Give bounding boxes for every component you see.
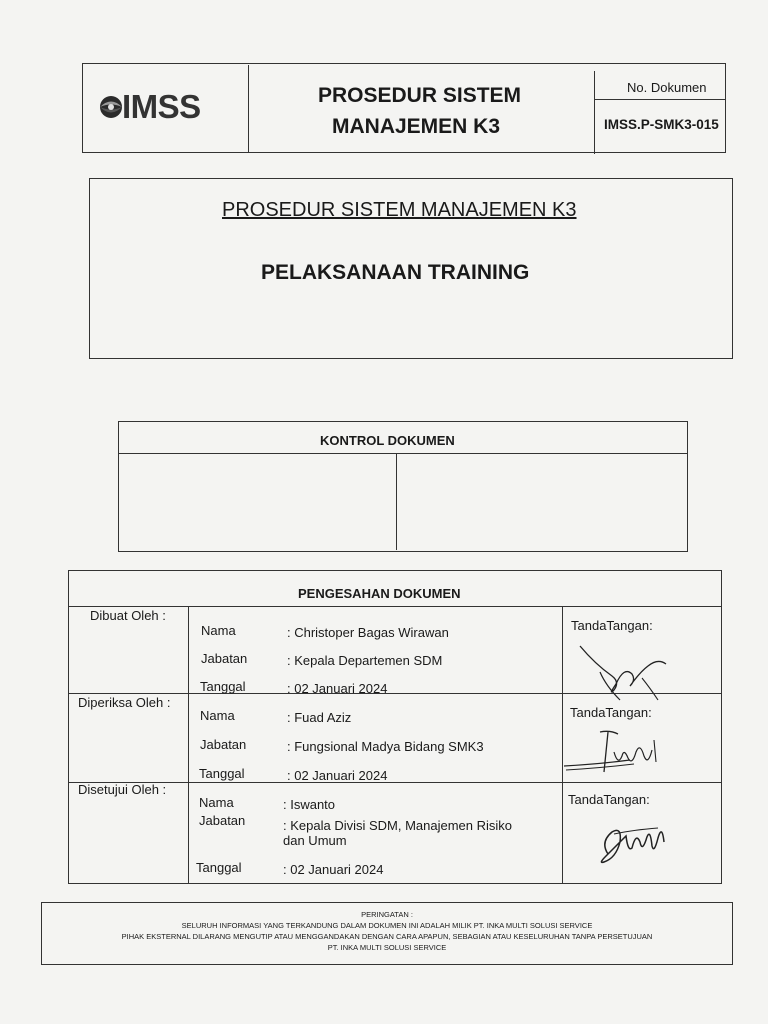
header-divider-3 — [594, 99, 725, 100]
pengesahan-header-line — [69, 606, 721, 607]
doc-number-value: IMSS.P-SMK3-015 — [604, 117, 719, 132]
header-title-line2: MANAJEMEN K3 — [332, 115, 501, 138]
row1-jabatan-label: Jabatan — [201, 651, 248, 666]
row3-jabatan-label: Jabatan — [199, 813, 246, 828]
row3-nama-value: : Iswanto — [283, 797, 336, 812]
doc-number-label: No. Dokumen — [627, 80, 707, 95]
row3-tanggal-label: Tanggal — [196, 860, 242, 875]
warning-line2: PIHAK EKSTERNAL DILARANG MENGUTIP ATAU MENGGANDAKAN DENGAN CARA APAPUN, SEBAGIAN ATAU KESELURUHAN TANPA PERSETUJUAN — [121, 932, 653, 941]
logo-text: IMSS — [122, 88, 201, 125]
row2-nama-value: : Fuad Aziz — [287, 710, 352, 725]
row2-signature-label: TandaTangan: — [570, 705, 652, 720]
row2-jabatan-value: : Fungsional Madya Bidang SMK3 — [287, 739, 484, 754]
row1-signature-label: TandaTangan: — [571, 618, 653, 633]
row2-tanggal-value: : 02 Januari 2024 — [287, 768, 388, 783]
row1-nama-value: : Christoper Bagas Wirawan — [287, 625, 449, 640]
row3-jabatan-value-line1: : Kepala Divisi SDM, Manajemen Risiko — [283, 818, 513, 833]
title-box-subtitle: PROSEDUR SISTEM MANAJEMEN K3 — [222, 199, 577, 221]
signature-2-icon — [560, 722, 670, 782]
role-dibuat: Dibuat Oleh : — [90, 608, 166, 623]
kontrol-divider-v — [396, 454, 397, 550]
header-title-line1: PROSEDUR SISTEM — [318, 84, 522, 107]
pengesahan-heading: PENGESAHAN DOKUMEN — [298, 586, 461, 601]
company-logo — [96, 88, 236, 128]
signature-1-icon — [570, 634, 680, 704]
row3-jabatan-value-line2: dan Umum — [283, 833, 347, 848]
signature-3-icon — [592, 812, 682, 872]
row2-tanggal-label: Tanggal — [199, 766, 245, 781]
row3-signature-label: TandaTangan: — [568, 792, 650, 807]
row3-nama-label: Nama — [199, 795, 234, 810]
row1-tanggal-label: Tanggal — [200, 679, 246, 694]
pengesahan-col-divider-left — [188, 606, 189, 883]
row2-nama-label: Nama — [200, 708, 235, 723]
kontrol-heading: KONTROL DOKUMEN — [320, 433, 455, 448]
header-divider-1 — [248, 65, 249, 152]
row1-nama-label: Nama — [201, 623, 236, 638]
row1-tanggal-value: : 02 Januari 2024 — [287, 681, 388, 696]
kontrol-divider-h — [119, 453, 687, 454]
header-divider-2 — [594, 71, 595, 154]
warning-line3: PT. INKA MULTI SOLUSI SERVICE — [327, 943, 447, 952]
title-box-title: PELAKSANAAN TRAINING — [261, 261, 530, 284]
warning-line1: SELURUH INFORMASI YANG TERKANDUNG DALAM DOKUMEN INI ADALAH MILIK PT. INKA MULTI SOLUSI SERVICE — [181, 921, 593, 930]
row2-jabatan-label: Jabatan — [200, 737, 247, 752]
role-diperiksa: Diperiksa Oleh : — [78, 695, 171, 710]
role-disetujui: Disetujui Oleh : — [78, 782, 167, 797]
warning-heading: PERINGATAN : — [361, 910, 413, 919]
pengesahan-row-divider-2 — [69, 782, 721, 783]
row3-tanggal-value: : 02 Januari 2024 — [283, 862, 384, 877]
row1-jabatan-value: : Kepala Departemen SDM — [287, 653, 443, 668]
